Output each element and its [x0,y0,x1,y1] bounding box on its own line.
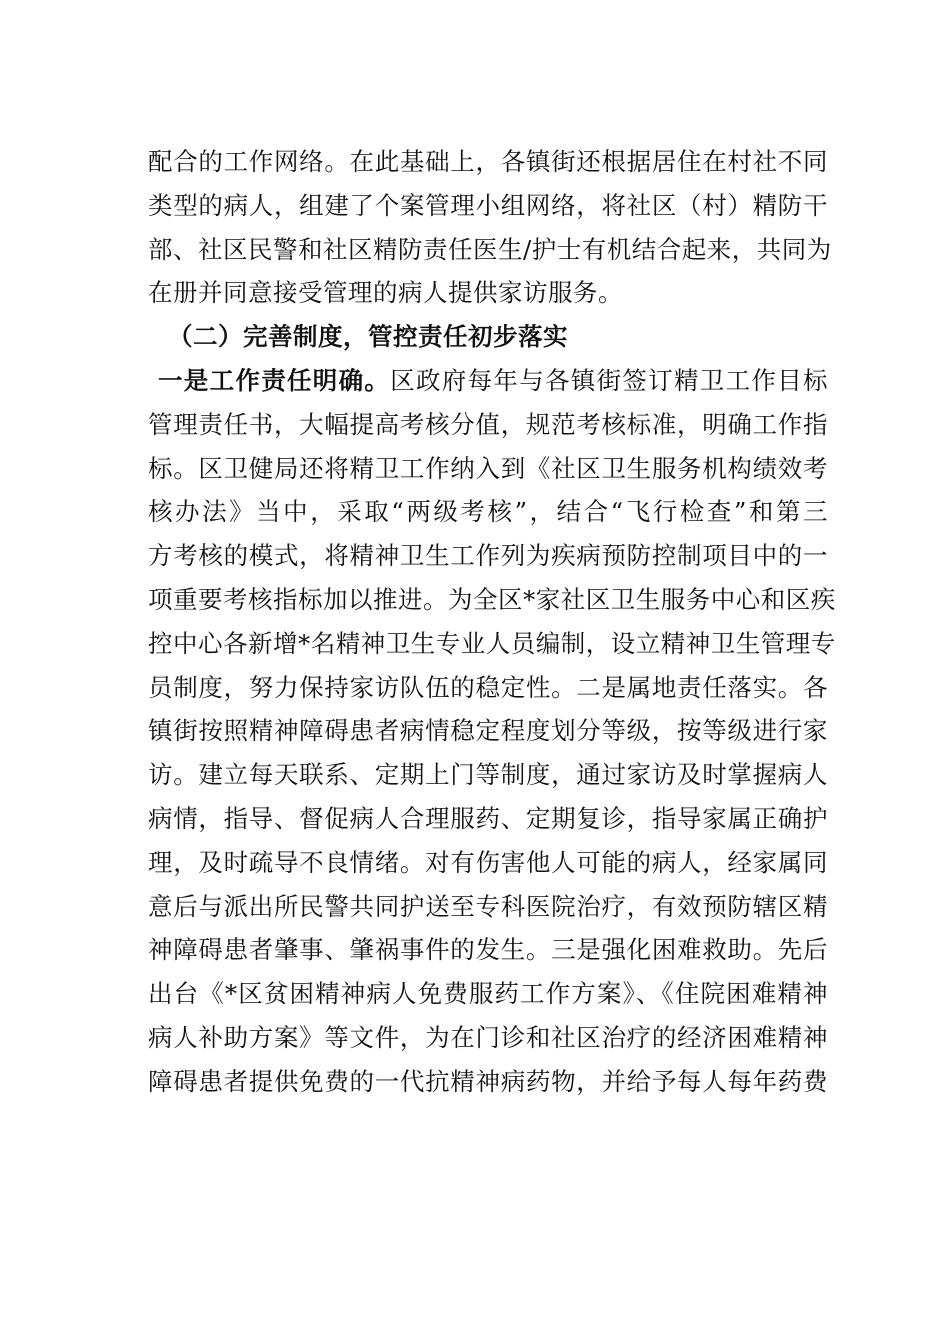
text-line-22: 障碍患者提供免费的一代抗精神病药物，并给予每人每年药费 [148,1066,828,1096]
text-line-21: 病人补助方案》等文件，为在门诊和社区治疗的经济困难精神 [148,1022,828,1052]
text-line-18: 意后与派出所民警共同护送至专科医院治疗，有效预防辖区精 [148,891,828,921]
text-line-4: 在册并同意接受管理的病人提供家访服务。 [148,278,623,308]
text-line-13: 员制度，努力保持家访队伍的稳定性。二是属地责任落实。各 [148,672,828,702]
text-line-8: 标。区卫健局还将精卫工作纳入到《社区卫生服务机构绩效考 [148,453,828,483]
text-line-11: 项重要考核指标加以推进。为全区*家社区卫生服务中心和区疾 [148,584,836,614]
text-line-19: 神障碍患者肇事、肇祸事件的发生。三是强化困难救助。先后 [148,935,828,965]
text-line-17: 理，及时疏导不良情绪。对有伤害他人可能的病人，经家属同 [148,847,828,877]
text-line-14: 镇街按照精神障碍患者病情稳定程度划分等级，按等级进行家 [148,716,828,746]
text-line-6 [148,359,828,403]
text-line-7: 管理责任书，大幅提高考核分值，规范考核标准，明确工作指 [148,409,828,439]
text-line-15: 访。建立每天联系、定期上门等制度，通过家访及时掌握病人 [148,760,828,790]
text-line-3: 部、社区民警和社区精防责任医生/护士有机结合起来，共同为 [148,234,832,264]
text-line-20: 出台《*区贫困精神病人免费服药工作方案》、《住院困难精神 [148,979,828,1009]
text-line-12: 控中心各新增*名精神卫生专业人员编制，设立精神卫生管理专 [148,628,836,658]
text-line-6-rest: 区政府每年与各镇街签订精卫工作目标 [390,365,829,395]
body-text [148,140,836,1104]
text-line-16: 病情，指导、督促病人合理服药、定期复诊，指导家属正确护 [148,803,828,833]
text-line-10: 方考核的模式，将精神卫生工作列为疾病预防控制项目中的一 [148,541,828,571]
text-line-1: 配合的工作网络。在此基础上，各镇街还根据居住在村社不同 [148,147,828,176]
text-line-9: 核办法》当中，采取“两级考核”，结合“飞行检查”和第三 [148,497,828,527]
section-heading: （二）完善制度，管控责任初步落实 [168,322,568,352]
point-lead-1: 一是工作责任明确。 [158,365,391,395]
text-line-2: 类型的病人，组建了个案管理小组网络，将社区（村）精防干 [148,190,828,220]
